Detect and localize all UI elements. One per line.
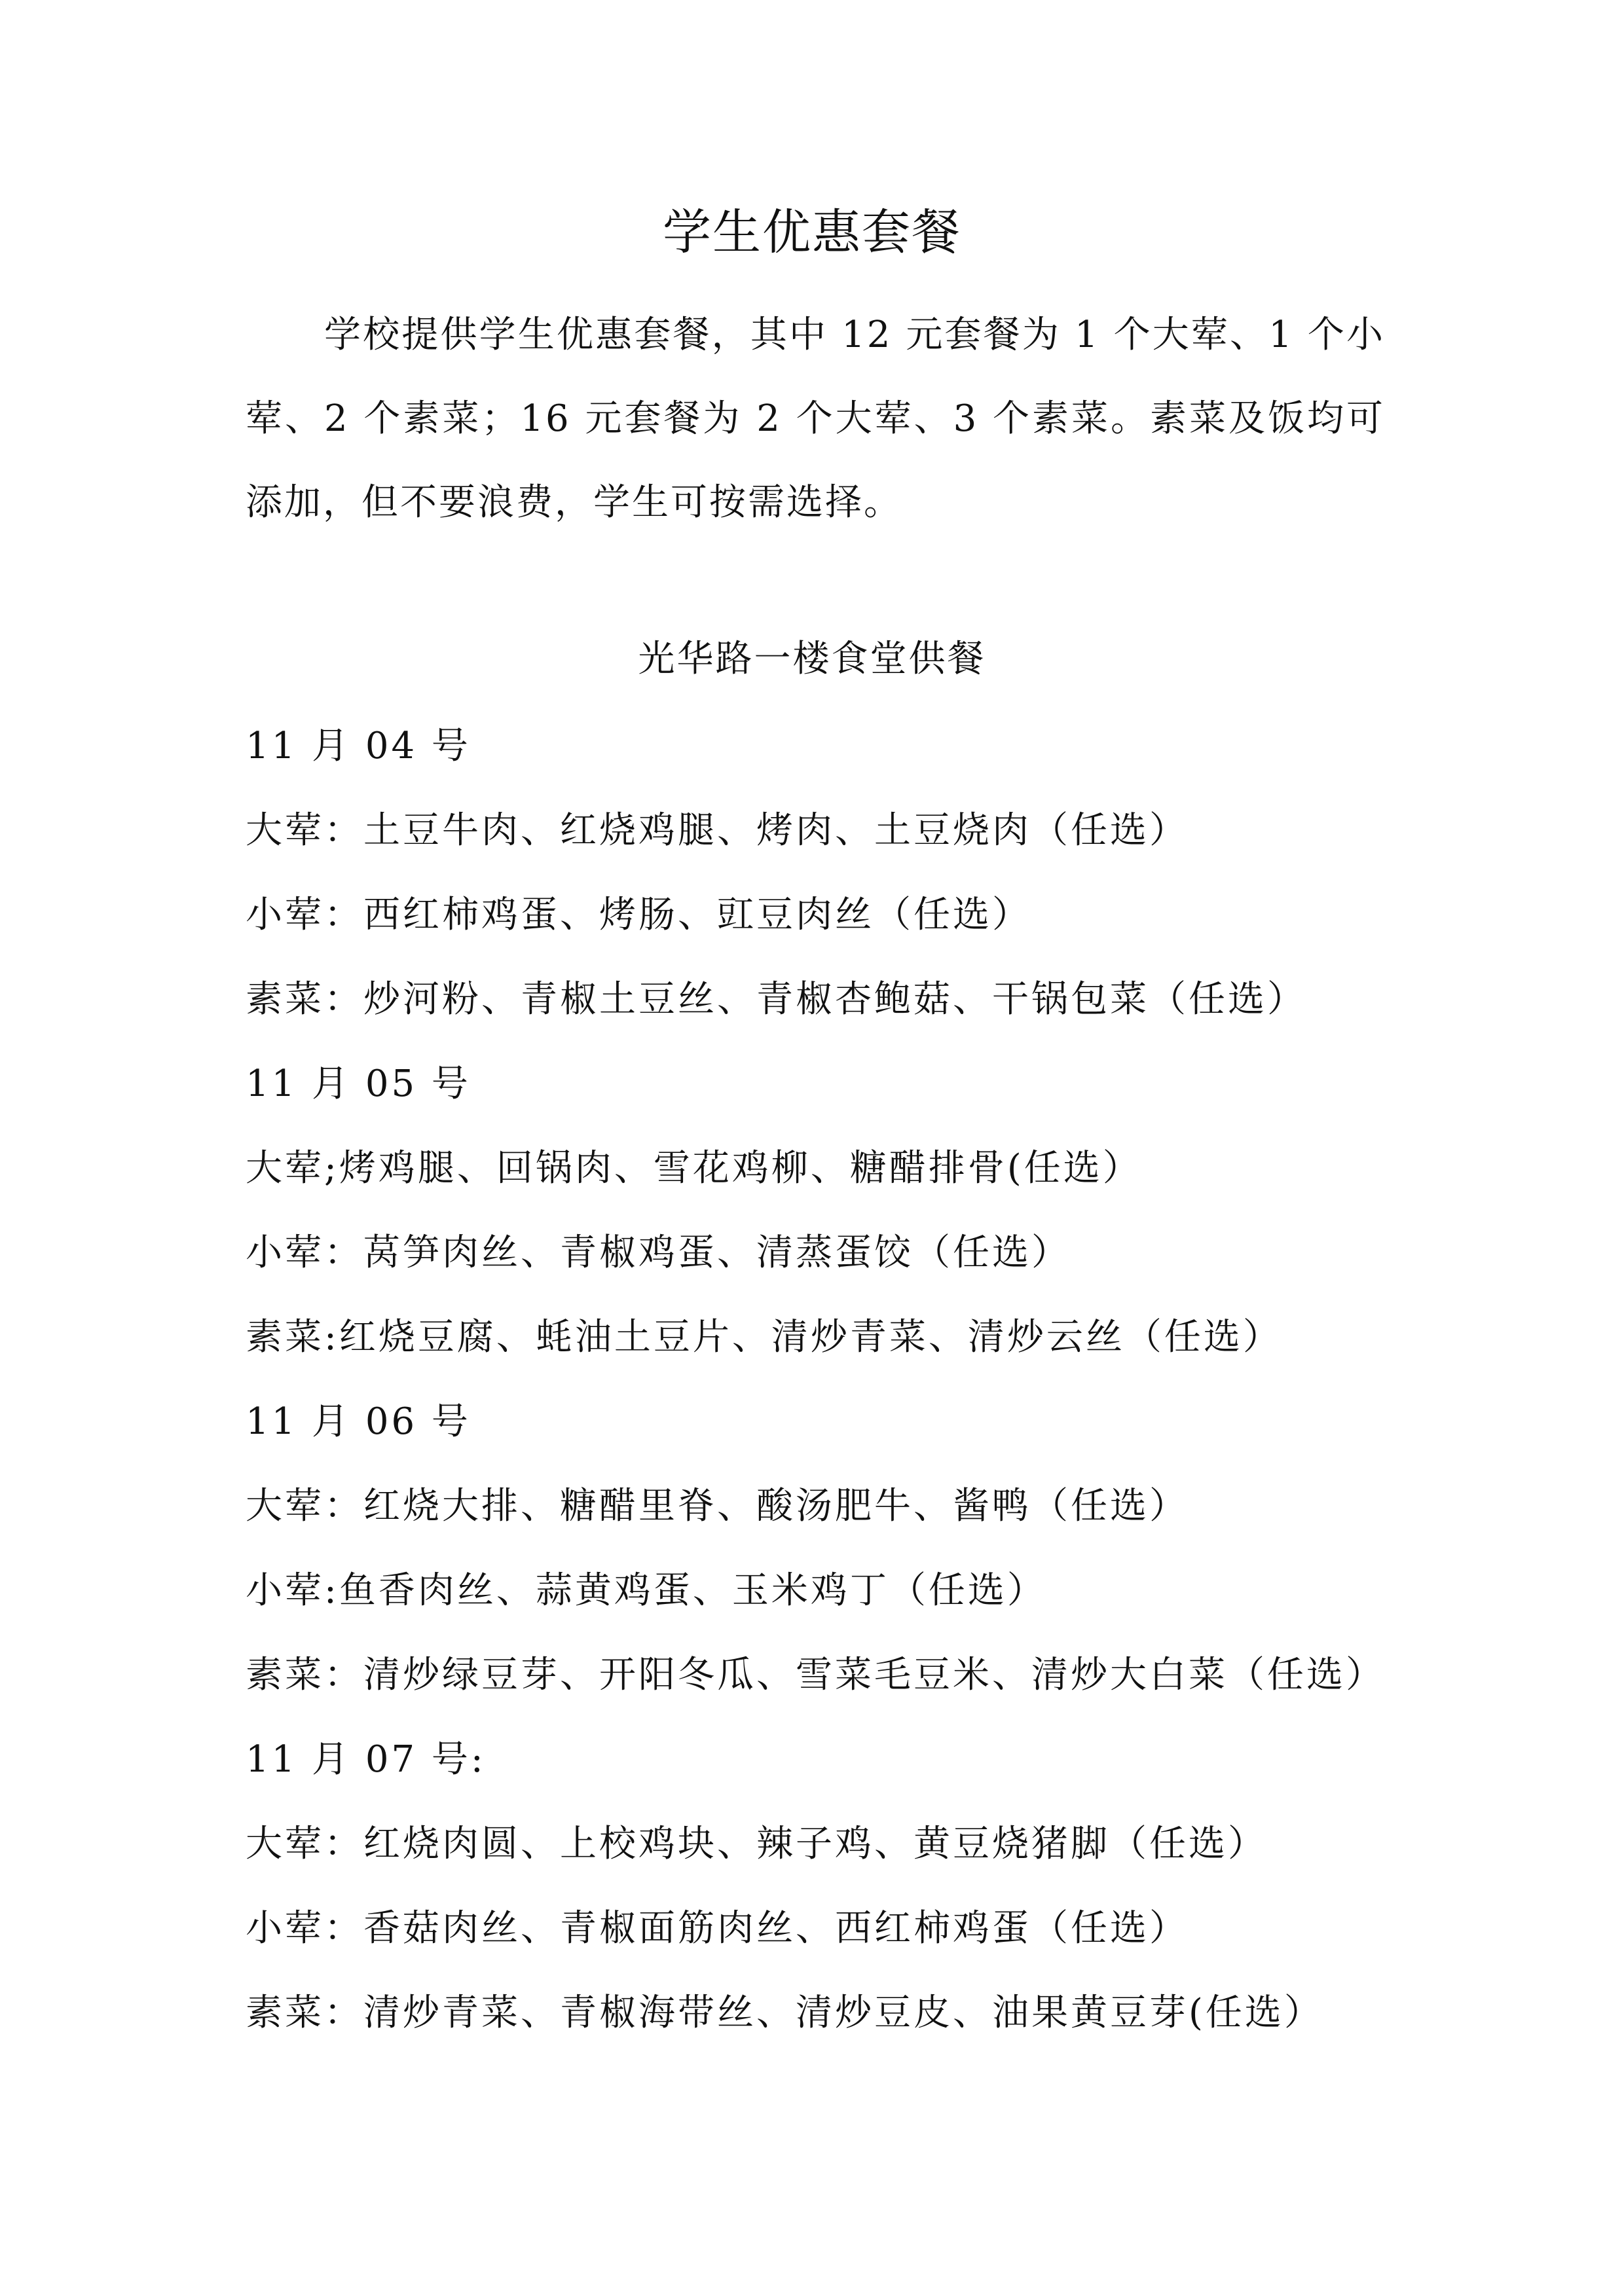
small-meat-line: 小荤：莴笋肉丝、青椒鸡蛋、清蒸蛋饺（任选） bbox=[246, 1231, 1071, 1274]
big-meat-line: 大荤：红烧大排、糖醋里脊、酸汤肥牛、酱鸭（任选） bbox=[246, 1485, 1189, 1527]
intro-paragraph: 学校提供学生优惠套餐，其中 12 元套餐为 1 个大荤、1 个小荤、2 个素菜；16 元套餐为 2 个大荤、3 个素菜。素菜及饭均可添加，但不要浪费，学生可按需选择。 bbox=[246, 314, 1385, 524]
menu-date: 11 月 05 号 bbox=[246, 1063, 471, 1105]
big-meat-line: 大荤：土豆牛肉、红烧鸡腿、烤肉、土豆烧肉（任选） bbox=[246, 809, 1189, 852]
vegetable-line: 素菜：炒河粉、青椒土豆丝、青椒杏鲍菇、干锅包菜（任选） bbox=[246, 978, 1306, 1021]
big-meat-line: 大荤：红烧肉圆、上校鸡块、辣子鸡、黄豆烧猪脚（任选） bbox=[246, 1823, 1267, 1865]
vegetable-line: 素菜：清炒绿豆芽、开阳冬瓜、雪菜毛豆米、清炒大白菜（任选） bbox=[246, 1654, 1385, 1696]
vegetable-line: 素菜：清炒青菜、青椒海带丝、清炒豆皮、油果黄豆芽(任选） bbox=[246, 1992, 1323, 2034]
menu-date: 11 月 07 号: bbox=[246, 1738, 486, 1781]
vegetable-line: 素菜:红烧豆腐、蚝油土豆片、清炒青菜、清炒云丝（任选） bbox=[246, 1316, 1282, 1358]
big-meat-line: 大荤;烤鸡腿、回锅肉、雪花鸡柳、糖醋排骨(任选） bbox=[246, 1147, 1142, 1190]
day-menu-1106 bbox=[246, 1393, 1424, 1730]
canteen-heading: 光华路一楼食堂供餐 bbox=[638, 638, 986, 680]
menu-date: 11 月 04 号 bbox=[246, 725, 471, 767]
day-menu-1104 bbox=[246, 717, 1424, 1055]
page-title: 学生优惠套餐 bbox=[663, 204, 961, 261]
small-meat-line: 小荤:鱼香肉丝、蒜黄鸡蛋、玉米鸡丁（任选） bbox=[246, 1569, 1046, 1612]
day-menu-1105 bbox=[246, 1055, 1424, 1393]
menu-list bbox=[246, 717, 1424, 2068]
small-meat-line: 小荤：香菇肉丝、青椒面筋肉丝、西红柿鸡蛋（任选） bbox=[246, 1907, 1189, 1950]
menu-date: 11 月 06 号 bbox=[246, 1400, 471, 1443]
day-menu-1107 bbox=[246, 1730, 1424, 2068]
small-meat-line: 小荤：西红柿鸡蛋、烤肠、豇豆肉丝（任选） bbox=[246, 894, 1031, 936]
